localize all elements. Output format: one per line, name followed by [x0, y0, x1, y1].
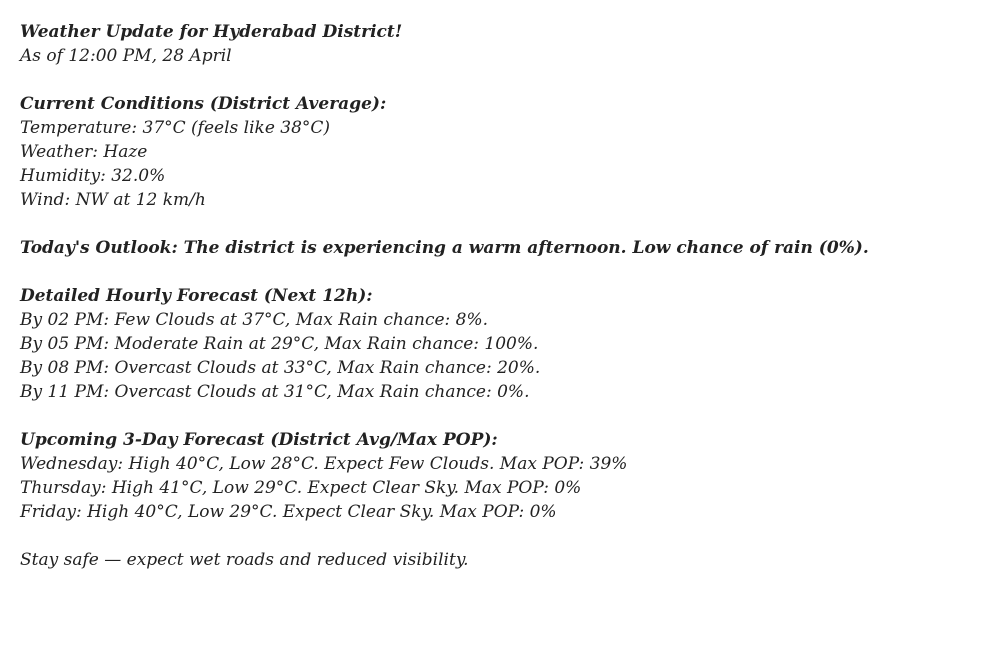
- daily-forecast-item: Wednesday: High 40°C, Low 28°C. Expect Few Clouds. Max POP: 39%: [20, 454, 628, 474]
- spacer: [20, 404, 965, 428]
- spacer: [20, 524, 965, 548]
- hourly-forecast-item: By 05 PM: Moderate Rain at 29°C, Max Rain chance: 100%.: [20, 334, 539, 354]
- daily-forecast-item: Friday: High 40°C, Low 29°C. Expect Clear Sky. Max POP: 0%: [20, 502, 557, 522]
- hourly-forecast-item: By 11 PM: Overcast Clouds at 31°C, Max Rain chance: 0%.: [20, 382, 530, 402]
- safety-note: Stay safe — expect wet roads and reduced visibility.: [20, 550, 469, 570]
- hourly-forecast-item: By 02 PM: Few Clouds at 37°C, Max Rain chance: 8%.: [20, 310, 489, 330]
- hourly-forecast-heading: Detailed Hourly Forecast (Next 12h):: [20, 286, 373, 306]
- current-conditions-heading: Current Conditions (District Average):: [20, 94, 387, 114]
- current-wind: Wind: NW at 12 km/h: [20, 190, 206, 210]
- as-of-timestamp: As of 12:00 PM, 28 April: [20, 46, 232, 66]
- current-humidity: Humidity: 32.0%: [20, 166, 166, 186]
- message-title: Weather Update for Hyderabad District!: [20, 22, 403, 42]
- weather-update-message: [20, 20, 965, 572]
- daily-forecast-item: Thursday: High 41°C, Low 29°C. Expect Clear Sky. Max POP: 0%: [20, 478, 582, 498]
- spacer: [20, 68, 965, 92]
- todays-outlook: Today's Outlook: The district is experiencing a warm afternoon. Low chance of rain (0%).: [20, 238, 869, 258]
- spacer: [20, 212, 965, 236]
- current-temperature: Temperature: 37°C (feels like 38°C): [20, 118, 331, 138]
- hourly-forecast-item: By 08 PM: Overcast Clouds at 33°C, Max Rain chance: 20%.: [20, 358, 541, 378]
- daily-forecast-heading: Upcoming 3-Day Forecast (District Avg/Max POP):: [20, 430, 498, 450]
- current-weather: Weather: Haze: [20, 142, 148, 162]
- spacer: [20, 260, 965, 284]
